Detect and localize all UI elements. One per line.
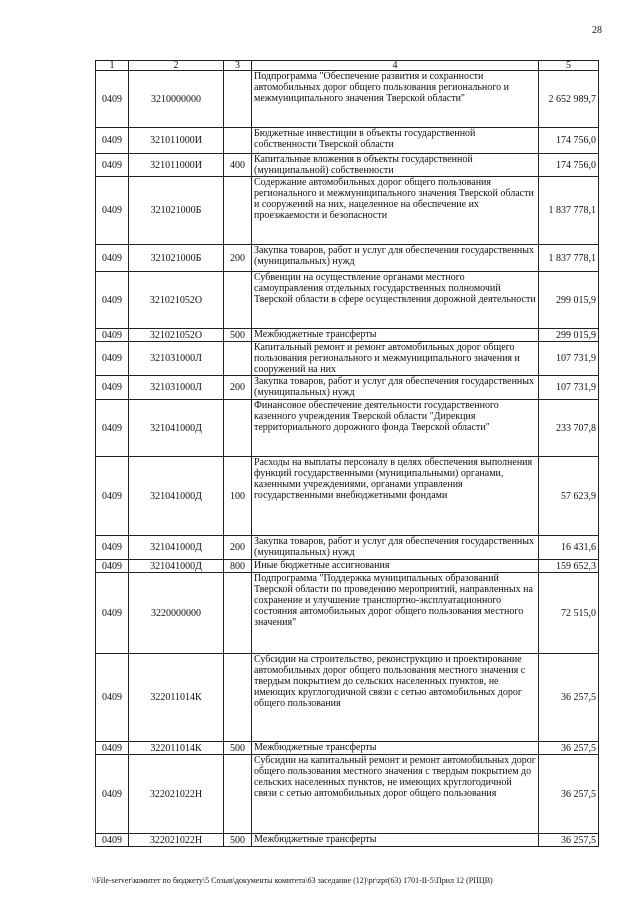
table-row	[96, 272, 599, 329]
row-section: 0409	[96, 177, 129, 245]
row-expense-type: 800	[224, 560, 252, 573]
row-expense-type	[224, 400, 252, 457]
row-name: Капитальные вложения в объекты государственной (муниципальной) собственности	[252, 154, 539, 177]
row-section: 0409	[96, 272, 129, 329]
table-row	[96, 376, 599, 400]
row-section: 0409	[96, 400, 129, 457]
header-col-code: 2	[129, 61, 224, 71]
table-row	[96, 245, 599, 272]
table-row	[96, 128, 599, 154]
row-section: 0409	[96, 457, 129, 536]
row-sum: 107 731,9	[539, 342, 599, 376]
row-sum: 233 707,8	[539, 400, 599, 457]
table-row	[96, 573, 599, 654]
table-row	[96, 834, 599, 847]
table-row	[96, 154, 599, 177]
row-sum: 299 015,9	[539, 272, 599, 329]
row-code: 321021052О	[129, 272, 224, 329]
header-col-name: 4	[252, 61, 539, 71]
table-row	[96, 400, 599, 457]
header-col-type: 3	[224, 61, 252, 71]
row-sum: 16 431,6	[539, 536, 599, 560]
row-name: Капитальный ремонт и ремонт автомобильных дорог общего пользования регионального и межмуниципального значения и сооружений на них	[252, 342, 539, 376]
row-code: 321011000И	[129, 154, 224, 177]
row-expense-type: 500	[224, 834, 252, 847]
row-code: 322011014К	[129, 742, 224, 755]
table-row	[96, 654, 599, 742]
row-code: 321031000Л	[129, 376, 224, 400]
row-section: 0409	[96, 245, 129, 272]
row-code: 322021022Н	[129, 834, 224, 847]
row-expense-type: 200	[224, 536, 252, 560]
row-section: 0409	[96, 128, 129, 154]
row-name: Закупка товаров, работ и услуг для обеспечения государственных (муниципальных) нужд	[252, 376, 539, 400]
row-sum: 36 257,5	[539, 742, 599, 755]
table-row	[96, 742, 599, 755]
row-sum: 159 652,3	[539, 560, 599, 573]
row-name: Закупка товаров, работ и услуг для обеспечения государственных (муниципальных) нужд	[252, 536, 539, 560]
row-code: 321041000Д	[129, 560, 224, 573]
row-section: 0409	[96, 342, 129, 376]
row-sum: 36 257,5	[539, 834, 599, 847]
row-name: Субвенции на осуществление органами местного самоуправления отдельных государственных полномочий Тверской области в сфере осуществления дорожной деятельности	[252, 272, 539, 329]
row-sum: 1 837 778,1	[539, 245, 599, 272]
row-expense-type: 200	[224, 245, 252, 272]
row-name: Межбюджетные трансферты	[252, 742, 539, 755]
row-name: Субсидии на капитальный ремонт и ремонт автомобильных дорог общего пользования местного значения с твердым покрытием до сельских населенных пунктов, не имеющих круглогодичной связи с сетью автомобильных дорог общего пользования	[252, 755, 539, 834]
row-sum: 174 756,0	[539, 128, 599, 154]
row-code: 321011000И	[129, 128, 224, 154]
page-number: 28	[592, 25, 602, 36]
row-section: 0409	[96, 742, 129, 755]
table-row	[96, 457, 599, 536]
row-sum: 174 756,0	[539, 154, 599, 177]
row-expense-type	[224, 71, 252, 128]
row-name: Расходы на выплаты персоналу в целях обеспечения выполнения функций государственными (муниципальными) органами, казенными учреждениями, органами управления государственными внебюджетными фондами	[252, 457, 539, 536]
row-name: Содержание автомобильных дорог общего пользования регионального и межмуниципального значения Тверской области и сооружений на них, нацеленное на обеспечение их проезжаемости и безопасности	[252, 177, 539, 245]
row-name: Подпрограмма "Поддержка муниципальных образований Тверской области по проведению мероприятий, направленных на сохранение и улучшение транспортно-эксплуатационного состояния автомобильных дорог общего пользования местного значения"	[252, 573, 539, 654]
row-sum: 299 015,9	[539, 329, 599, 342]
header-col-section: 1	[96, 61, 129, 71]
row-section: 0409	[96, 560, 129, 573]
row-code: 3210000000	[129, 71, 224, 128]
row-section: 0409	[96, 654, 129, 742]
row-expense-type	[224, 272, 252, 329]
row-name: Финансовое обеспечение деятельности государственного казенного учреждения Тверской области "Дирекция территориального дорожного фонда Тверской области"	[252, 400, 539, 457]
row-expense-type: 100	[224, 457, 252, 536]
table-row	[96, 71, 599, 128]
row-code: 322021022Н	[129, 755, 224, 834]
row-expense-type	[224, 755, 252, 834]
row-name: Бюджетные инвестиции в объекты государственной собственности Тверской области	[252, 128, 539, 154]
row-sum: 72 515,0	[539, 573, 599, 654]
row-name: Межбюджетные трансферты	[252, 329, 539, 342]
row-name: Межбюджетные трансферты	[252, 834, 539, 847]
row-code: 321041000Д	[129, 536, 224, 560]
row-code: 321021000Б	[129, 177, 224, 245]
row-section: 0409	[96, 376, 129, 400]
table-row	[96, 560, 599, 573]
row-sum: 36 257,5	[539, 755, 599, 834]
header-col-sum: 5	[539, 61, 599, 71]
row-name: Закупка товаров, работ и услуг для обеспечения государственных (муниципальных) нужд	[252, 245, 539, 272]
row-expense-type: 200	[224, 376, 252, 400]
row-section: 0409	[96, 573, 129, 654]
row-name: Подпрограмма "Обеспечение развития и сохранности автомобильных дорог общего пользования регионального и межмуниципального значения Тверской области"	[252, 71, 539, 128]
row-expense-type	[224, 342, 252, 376]
row-code: 321031000Л	[129, 342, 224, 376]
row-name: Субсидии на строительство, реконструкцию и проектирование автомобильных дорог общего пользования местного значения с твердым покрытием до сельских населенных пунктов, не имеющих круглогодичной связи с сетью автомобильных дорог общего пользования	[252, 654, 539, 742]
row-section: 0409	[96, 755, 129, 834]
row-code: 322011014К	[129, 654, 224, 742]
table-row	[96, 536, 599, 560]
row-code: 3220000000	[129, 573, 224, 654]
row-expense-type	[224, 654, 252, 742]
row-code: 321041000Д	[129, 400, 224, 457]
row-section: 0409	[96, 834, 129, 847]
row-sum: 2 652 989,7	[539, 71, 599, 128]
row-expense-type	[224, 573, 252, 654]
table-row	[96, 329, 599, 342]
row-expense-type	[224, 128, 252, 154]
footer-file-path: \\File-server\комитет по бюджету\5 Созыв\документы комитета\63 заседание (12)\pr\zpr(63) 1701-II-5\Прил 12 (РПЦВ)	[92, 876, 493, 885]
table-header-row	[96, 61, 599, 71]
row-section: 0409	[96, 154, 129, 177]
row-code: 321021000Б	[129, 245, 224, 272]
row-section: 0409	[96, 329, 129, 342]
row-expense-type: 500	[224, 742, 252, 755]
row-code: 321021052О	[129, 329, 224, 342]
row-sum: 107 731,9	[539, 376, 599, 400]
table-row	[96, 177, 599, 245]
row-sum: 1 837 778,1	[539, 177, 599, 245]
table-row	[96, 342, 599, 376]
row-section: 0409	[96, 536, 129, 560]
row-expense-type: 500	[224, 329, 252, 342]
row-sum: 36 257,5	[539, 654, 599, 742]
row-expense-type	[224, 177, 252, 245]
row-code: 321041000Д	[129, 457, 224, 536]
row-sum: 57 623,9	[539, 457, 599, 536]
table-row	[96, 755, 599, 834]
budget-table	[95, 60, 599, 847]
row-expense-type: 400	[224, 154, 252, 177]
row-section: 0409	[96, 71, 129, 128]
row-name: Иные бюджетные ассигнования	[252, 560, 539, 573]
